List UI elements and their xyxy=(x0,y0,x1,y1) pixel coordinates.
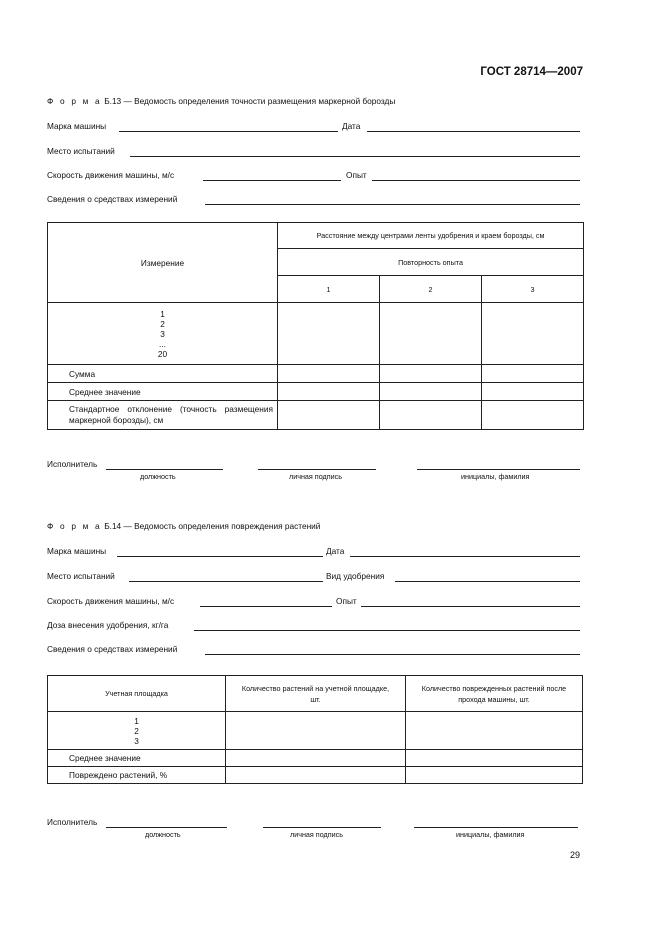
form13-speed-field[interactable] xyxy=(203,180,341,181)
form13-executor-label: Исполнитель xyxy=(47,459,98,469)
col-plot-header: Учетная площадка xyxy=(48,676,226,712)
row-sum-label: Сумма xyxy=(48,365,278,383)
form13-prefix: Ф о р м а xyxy=(47,96,102,106)
table-cell[interactable] xyxy=(482,401,584,430)
form13-machine-label: Марка машины xyxy=(47,121,107,131)
form13-place-label: Место испытаний xyxy=(47,146,115,156)
form14-trial-label: Опыт xyxy=(336,596,357,606)
table-cell[interactable] xyxy=(278,401,380,430)
repeat-3-header: 3 xyxy=(482,276,584,303)
table-cell[interactable] xyxy=(278,365,380,383)
table-cell[interactable] xyxy=(406,750,583,767)
form13-position-line[interactable] xyxy=(106,469,223,470)
table-cell[interactable] xyxy=(226,750,406,767)
measure-ellipsis: ... xyxy=(159,338,166,349)
measure-numbers xyxy=(48,303,278,365)
form14-dose-label: Доза внесения удобрения, кг/га xyxy=(47,620,169,630)
table-cell[interactable] xyxy=(482,365,584,383)
form13-trial-field[interactable] xyxy=(372,180,580,181)
form13-position-caption: должность xyxy=(140,472,176,481)
form14-instruments-field[interactable] xyxy=(205,654,580,655)
table-cell[interactable] xyxy=(278,303,380,365)
form14-speed-label: Скорость движения машины, м/с xyxy=(47,596,175,606)
plot-1: 1 xyxy=(134,715,139,726)
form14-title-text: Б.14 — Ведомость определения повреждения растений xyxy=(101,521,321,531)
form14-machine-field[interactable] xyxy=(117,556,323,557)
form13-table xyxy=(47,222,584,430)
measure-20: 20 xyxy=(157,348,168,359)
form13-title-text: Б.13 — Ведомость определения точности размещения маркерной борозды xyxy=(101,96,396,106)
table-cell[interactable] xyxy=(226,712,406,750)
form13-title xyxy=(47,96,395,106)
form14-fertilizer-field[interactable] xyxy=(395,581,580,582)
row-damaged-label: Повреждено растений, % xyxy=(48,767,226,784)
table-cell[interactable] xyxy=(482,383,584,401)
form14-signature-line[interactable] xyxy=(263,827,381,828)
table-cell[interactable] xyxy=(380,303,482,365)
form14-machine-label: Марка машины xyxy=(47,546,107,556)
form13-date-label: Дата xyxy=(342,121,361,131)
form14-fertilizer-label: Вид удобрения xyxy=(326,571,385,581)
row-std-label: Стандартное отклонение (точность размещения маркерной борозды), см xyxy=(48,401,278,430)
measure-2: 2 xyxy=(160,318,165,329)
form14-trial-field[interactable] xyxy=(361,606,580,607)
form14-executor-label: Исполнитель xyxy=(47,817,98,827)
form13-signature-line[interactable] xyxy=(258,469,376,470)
page-number: 29 xyxy=(569,850,580,860)
form14-date-field[interactable] xyxy=(350,556,580,557)
form14-signature-caption: личная подпись xyxy=(290,830,343,839)
repeat-2-header: 2 xyxy=(380,276,482,303)
col-damaged-header: Количество поврежденных растений после прохода машины, шт. xyxy=(406,676,583,712)
form14-place-label: Место испытаний xyxy=(47,571,115,581)
col-plants-header: Количество растений на учетной площадке, шт. xyxy=(226,676,406,712)
form14-date-label: Дата xyxy=(326,546,345,556)
form14-speed-field[interactable] xyxy=(200,606,332,607)
form14-position-caption: должность xyxy=(145,830,181,839)
form13-machine-field[interactable] xyxy=(119,131,338,132)
form14-title xyxy=(47,521,320,531)
plot-2: 2 xyxy=(134,725,139,736)
plot-3: 3 xyxy=(134,735,139,746)
table-cell[interactable] xyxy=(226,767,406,784)
form14-instruments-label: Сведения о средствах измерений xyxy=(47,644,178,654)
standard-code: ГОСТ 28714—2007 xyxy=(480,66,583,78)
form13-instruments-field[interactable] xyxy=(205,204,580,205)
measure-3: 3 xyxy=(160,328,165,339)
form13-trial-label: Опыт xyxy=(346,170,367,180)
table-cell[interactable] xyxy=(406,767,583,784)
form14-initials-caption: инициалы, фамилия xyxy=(456,830,525,839)
form14-table xyxy=(47,675,583,784)
form14-place-field[interactable] xyxy=(129,581,323,582)
form14-prefix: Ф о р м а xyxy=(47,521,102,531)
table-cell[interactable] xyxy=(406,712,583,750)
form13-signature-caption: личная подпись xyxy=(289,472,342,481)
repeat-1-header: 1 xyxy=(278,276,380,303)
form13-place-field[interactable] xyxy=(130,156,580,157)
col-repeat-header: Повторность опыта xyxy=(278,249,584,276)
table-cell[interactable] xyxy=(278,383,380,401)
form14-position-line[interactable] xyxy=(106,827,227,828)
measure-1: 1 xyxy=(160,308,165,319)
form13-speed-label: Скорость движения машины, м/с xyxy=(47,170,175,180)
form14-initials-line[interactable] xyxy=(414,827,578,828)
row-mean-label: Среднее значение xyxy=(48,383,278,401)
table-cell[interactable] xyxy=(380,401,482,430)
form14-dose-field[interactable] xyxy=(194,630,580,631)
col-measurement-header: Измерение xyxy=(48,223,278,303)
col-distance-header: Расстояние между центрами ленты удобрения и краем борозды, см xyxy=(278,223,584,249)
form13-instruments-label: Сведения о средствах измерений xyxy=(47,194,178,204)
form13-date-field[interactable] xyxy=(367,131,580,132)
plot-numbers xyxy=(48,712,226,750)
table-cell[interactable] xyxy=(380,365,482,383)
form13-initials-caption: инициалы, фамилия xyxy=(461,472,530,481)
row-mean-label: Среднее значение xyxy=(48,750,226,767)
table-cell[interactable] xyxy=(482,303,584,365)
table-cell[interactable] xyxy=(380,383,482,401)
form13-initials-line[interactable] xyxy=(417,469,580,470)
